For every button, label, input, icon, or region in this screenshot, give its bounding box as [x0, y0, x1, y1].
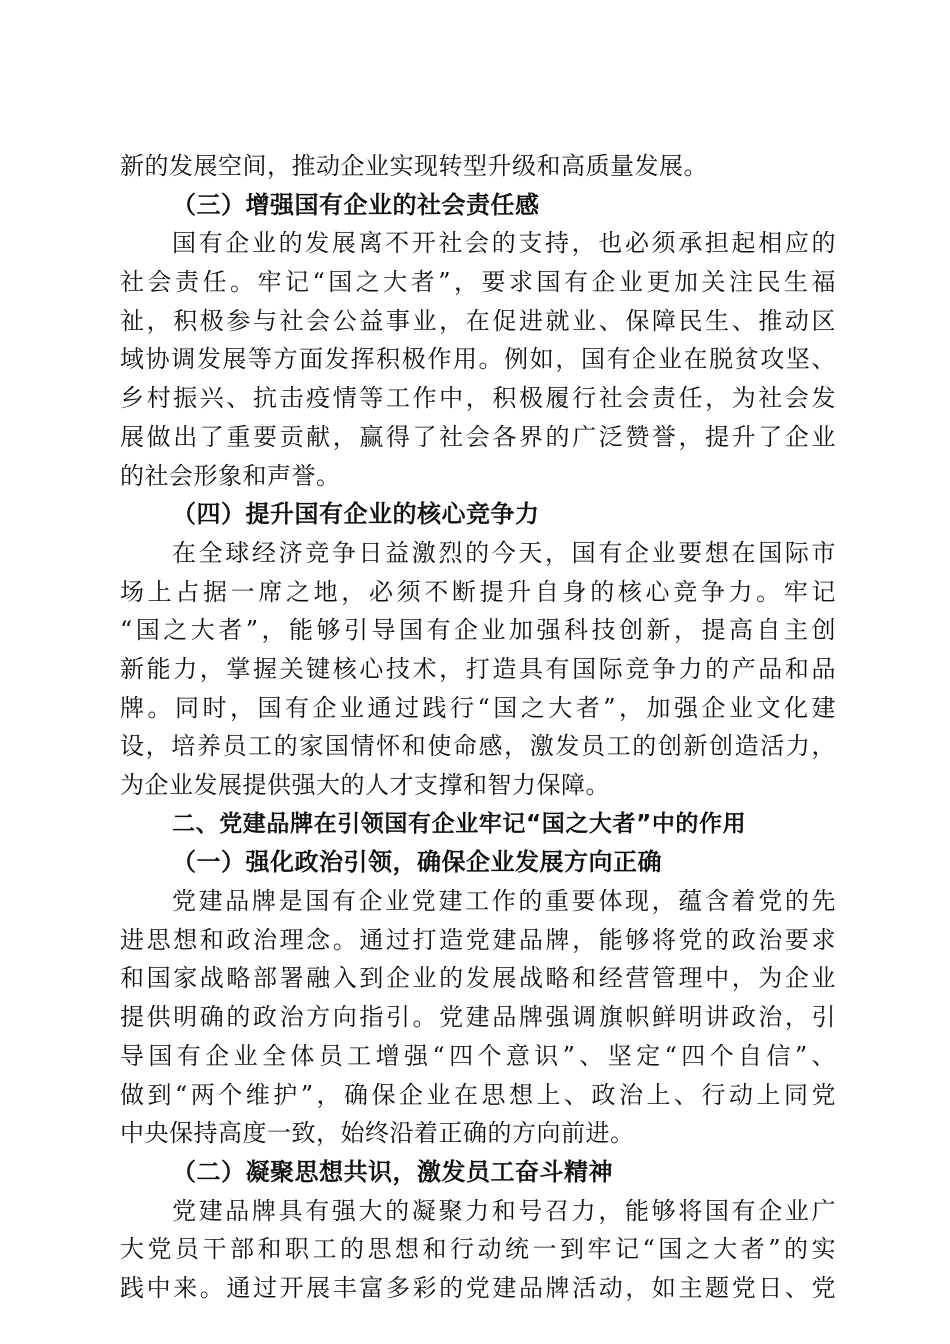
document-body	[120, 147, 836, 1308]
paragraph-line: 党建品牌具有强大的凝聚力和号召力，能够将国有企业广	[172, 1196, 836, 1225]
section-heading-3: （三）增强国有企业的社会责任感	[172, 189, 540, 219]
paragraph-line: 乡村振兴、抗击疫情等工作中，积极履行社会责任，为社会发	[120, 384, 836, 413]
chapter-heading-2: 二、党建品牌在引领国有企业牢记“国之大者”中的作用	[172, 810, 747, 837]
section-heading-2: （二）凝聚思想共识，激发员工奋斗精神	[172, 1156, 613, 1186]
paragraph-line: 祉，积极参与社会公益事业，在促进就业、保障民生、推动区	[120, 306, 836, 335]
paragraph-line: 展做出了重要贡献，赢得了社会各界的广泛赞誉，提升了企业	[120, 422, 836, 451]
section-heading-1: （一）强化政治引领，确保企业发展方向正确	[172, 847, 662, 877]
paragraph-line: 大党员干部和职工的思想和行动统一到牢记“国之大者”的实	[120, 1235, 836, 1264]
paragraph-line: 践中来。通过开展丰富多彩的党建品牌活动，如主题党日、党	[120, 1273, 836, 1302]
paragraph-line: 导国有企业全体员工增强“四个意识”、坚定“四个自信”、	[120, 1041, 836, 1070]
paragraph-line: 国有企业的发展离不开社会的支持，也必须承担起相应的	[172, 229, 836, 258]
paragraph-line: 社会责任。牢记“国之大者”，要求国有企业更加关注民生福	[120, 268, 836, 297]
paragraph-line: 在全球经济竞争日益激烈的今天，国有企业要想在国际市	[172, 538, 836, 567]
paragraph-line: 和国家战略部署融入到企业的发展战略和经营管理中，为企业	[120, 964, 836, 993]
section-heading-4: （四）提升国有企业的核心竞争力	[172, 499, 540, 529]
paragraph-line: 中央保持高度一致，始终沿着正确的方向前进。	[120, 1119, 635, 1148]
paragraph-line: 新能力，掌握关键核心技术，打造具有国际竞争力的产品和品	[120, 654, 836, 683]
paragraph-line: 做到“两个维护”，确保企业在思想上、政治上、行动上同党	[120, 1080, 836, 1109]
paragraph-line: 新的发展空间，推动企业实现转型升级和高质量发展。	[120, 152, 708, 180]
paragraph-line: 党建品牌是国有企业党建工作的重要体现，蕴含着党的先	[172, 887, 836, 916]
paragraph-line: 牌。同时，国有企业通过践行“国之大者”，加强企业文化建	[120, 693, 836, 722]
paragraph-line: 提供明确的政治方向指引。党建品牌强调旗帜鲜明讲政治，引	[120, 1003, 836, 1032]
paragraph-line: 进思想和政治理念。通过打造党建品牌，能够将党的政治要求	[120, 925, 836, 954]
paragraph-line: 的社会形象和声誉。	[120, 461, 341, 490]
paragraph-line: 场上占据一席之地，必须不断提升自身的核心竞争力。牢记	[120, 577, 836, 606]
paragraph-line: 设，培养员工的家国情怀和使命感，激发员工的创新创造活力，	[120, 732, 836, 761]
paragraph-line: 为企业发展提供强大的人才支撑和智力保障。	[120, 771, 610, 799]
paragraph-line: 域协调发展等方面发挥积极作用。例如，国有企业在脱贫攻坚、	[120, 345, 836, 374]
paragraph-line: “国之大者”，能够引导国有企业加强科技创新，提高自主创	[120, 616, 836, 645]
